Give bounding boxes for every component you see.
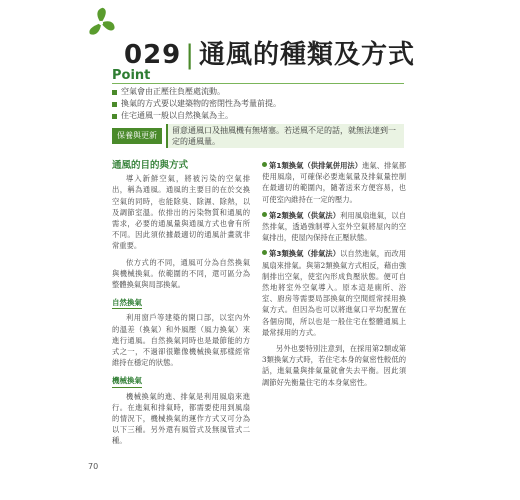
title-separator: | [185, 40, 196, 70]
page-title [124, 34, 415, 71]
point-heading: Point [112, 68, 151, 83]
point-item: 換氣的方式要以建築物的密閉性為考量前提。 [112, 98, 404, 110]
type2-item [262, 210, 406, 244]
intro-paragraph: 導入新鮮空氣，將被污染的空氣排出，稱為通風。通風的主要目的在於交換空氣的同時，也能除臭、除濕、除熱，以及調節室溫。依排出的污染物質和通風的需求，必要的通風量與通風方式也會有所不同。因此須依據最適切的通風計畫就非常重要。 [112, 174, 250, 251]
point-divider [112, 83, 404, 84]
closing-paragraph: 另外也要特別注意到，在採用第2類或第3類換氣方式時，若住宅本身的氣密性較低的話，進氣量與排氣量就會失去平衡。因此須調節好先衡量住宅的本身氣密性。 [262, 344, 406, 387]
type2-text: 利用風扇進氣，以自然排氣，透過強制導入室外空氣將屋內的空氣排出，使屋內保持在正壓狀態。 [262, 210, 407, 243]
page-number: 70 [88, 462, 99, 471]
fan-logo-icon [84, 6, 118, 40]
type3-item [262, 248, 406, 338]
natural-ventilation-heading: 自然換氣 [112, 297, 142, 309]
maintenance-note: 留意通風口及抽風機有無堵塞。若送風不足的話，就無法達到一定的通風量。 [166, 124, 404, 148]
type1-item [262, 160, 406, 205]
intro-paragraph-2: 依方式的不同，通風可分為自然換氣與機械換氣。依範圍的不同，還可區分為整體換氣與局部換氣。 [112, 257, 250, 290]
point-list [112, 86, 404, 122]
natural-ventilation-text: 利用窗戶等建築的開口部，以室內外的溫差（換氣）和外風壓（風力換氣）來進行通風。自然換氣同時也是最節能的方式之一，不過卻很難像機械換氣那樣經常維持在穩定的狀態。 [112, 313, 250, 368]
mechanical-ventilation-heading: 機械換氣 [112, 375, 142, 387]
mechanical-ventilation-text: 機械換氣的進、排氣是利用風扇來進行。在進氣和排氣時，都需要使用到風扇的情況下，機械換氣的運作方式又可分為以下三種。另外還有風管式及無風管式二種。 [112, 391, 250, 446]
section-title: 通風的目的與方式 [112, 160, 189, 171]
type3-text: 以自然進氣，而改用風扇來排氣。與第2類換氣方式相反，藉由強制排出空氣，使室內形成負壓狀態。便可自然地將室外空氣導入。原本這是廁所、浴室、廚房等需要局部換氣的空間經常採用換氣方式。但因為也可以將進氣口平均配置在各個房間，所以也是一般住宅在整體通風上最常採用的方式。 [262, 249, 407, 337]
bullet-dot-icon [262, 250, 267, 255]
square-bullet-icon [112, 90, 117, 95]
type2-label: 第2類換氣（供氣法） [269, 210, 341, 220]
bullet-dot-icon [262, 162, 267, 167]
left-column [112, 160, 250, 452]
point-item: 住宅通風一般以自然換氣為主。 [112, 110, 404, 122]
square-bullet-icon [112, 114, 117, 119]
bullet-dot-icon [262, 212, 267, 217]
title-text: 通風的種類及方式 [199, 40, 416, 70]
type1-label: 第1類換氣（供排氣併用法） [269, 161, 363, 170]
square-bullet-icon [112, 102, 117, 107]
maintenance-tag: 保養與更新 [112, 128, 162, 144]
chapter-number: 029 [124, 40, 182, 70]
point-item: 空氣會由正壓往負壓處流動。 [112, 86, 404, 98]
type1-text: 進氣、排氣都使用風扇，可確保必要進氣量及排氣量控制在最適切的範圍內，隨著送來方便容易，也可使室內維持在一定的壓力。 [262, 161, 407, 204]
type3-label: 第3類換氣（排氣法） [269, 249, 341, 259]
right-column [262, 160, 406, 393]
